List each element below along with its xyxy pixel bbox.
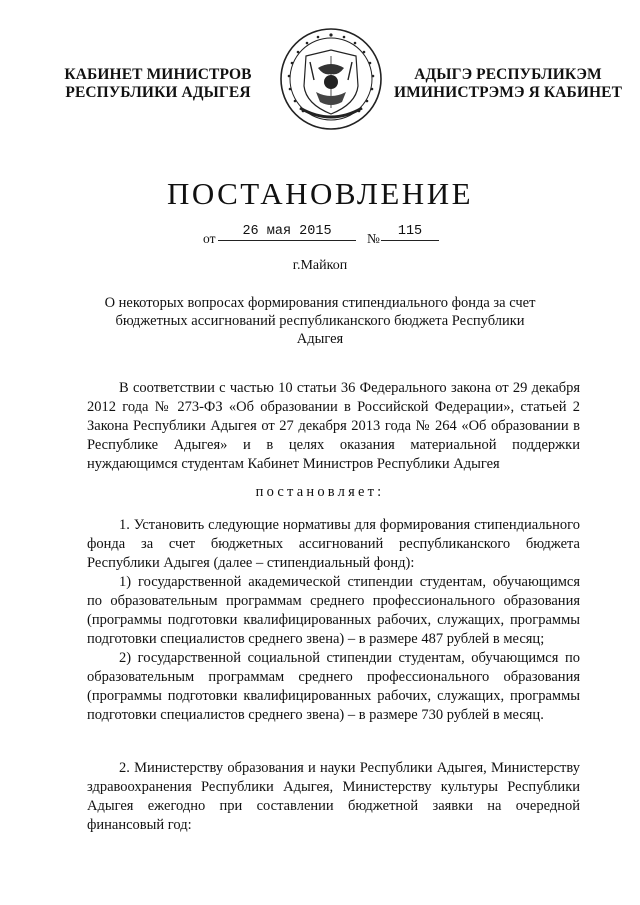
document-date: 26 мая 2015: [218, 224, 356, 241]
document-title: ПОСТАНОВЛЕНИЕ: [166, 176, 474, 211]
preamble-paragraph: В соответствии с частью 10 статьи 36 Федерального закона от 29 декабря 2012 года № 273-ФЗ «Об образовании в Российской Федерации», статьей 2 Закона Республики Адыгея от 27 декабря 2013 года № 264 «Об образовании в Республике Адыгея» и в целях оказания материальной поддержки нуждающимся студентам Кабинет Министров Республики Адыгея: [87, 380, 580, 472]
header-right-block: [392, 66, 624, 102]
item-2-block: [87, 759, 580, 835]
document-subject: О некоторых вопросах формирования стипендиального фонда за счет бюджетных ассигнований республиканского бюджета Республики Адыгея: [104, 295, 536, 347]
item-1-2-paragraph: 2) государственной социальной стипендии студентам, обучающимся по образовательным программам среднего профессионального образования (программы подготовки квалифицированных рабочих, служащих, программы подготовки специалистов среднего звена) – в размере 730 рублей в месяц.: [87, 650, 580, 723]
header-right-line-1: АДЫГЭ РЕСПУБЛИКЭМ: [414, 66, 602, 83]
date-prefix-label: от: [203, 231, 216, 246]
resolves-word: постановляет:: [255, 484, 385, 500]
number-sign-label: №: [367, 231, 380, 246]
item-1-1-paragraph: 1) государственной академической стипендии студентам, обучающимся по образовательным программам среднего профессионального образования (программы подготовки квалифицированных рабочих, служащих, программы подготовки специалистов среднего звена) – в размере 487 рублей в месяц;: [87, 574, 580, 647]
item-2-paragraph: 2. Министерству образования и науки Республики Адыгея, Министерству здравоохранения Республики Адыгея, Министерству культуры Республики Адыгея ежегодно при составлении бюджетной заявки на очередной финансовый год:: [87, 760, 580, 833]
header-right-line-2: ИМИНИСТРЭМЭ Я КАБИНЕТ: [393, 84, 623, 101]
header-left-line-2: РЕСПУБЛИКИ АДЫГЕЯ: [65, 84, 251, 101]
header-left-block: [60, 66, 256, 102]
preamble-block: [87, 379, 580, 474]
document-number: 115: [381, 224, 439, 241]
items-block: [87, 516, 580, 725]
city-name: г.Майкоп: [292, 258, 348, 273]
header-left-line-1: КАБИНЕТ МИНИСТРОВ: [64, 66, 252, 83]
item-1-paragraph: 1. Установить следующие нормативы для формирования стипендиального фонда за счет бюджетных ассигнований республиканского бюджета Республики Адыгея (далее – стипендиальный фонд):: [87, 517, 580, 571]
document-meta: [0, 224, 640, 248]
coat-of-arms-icon: [278, 26, 384, 132]
